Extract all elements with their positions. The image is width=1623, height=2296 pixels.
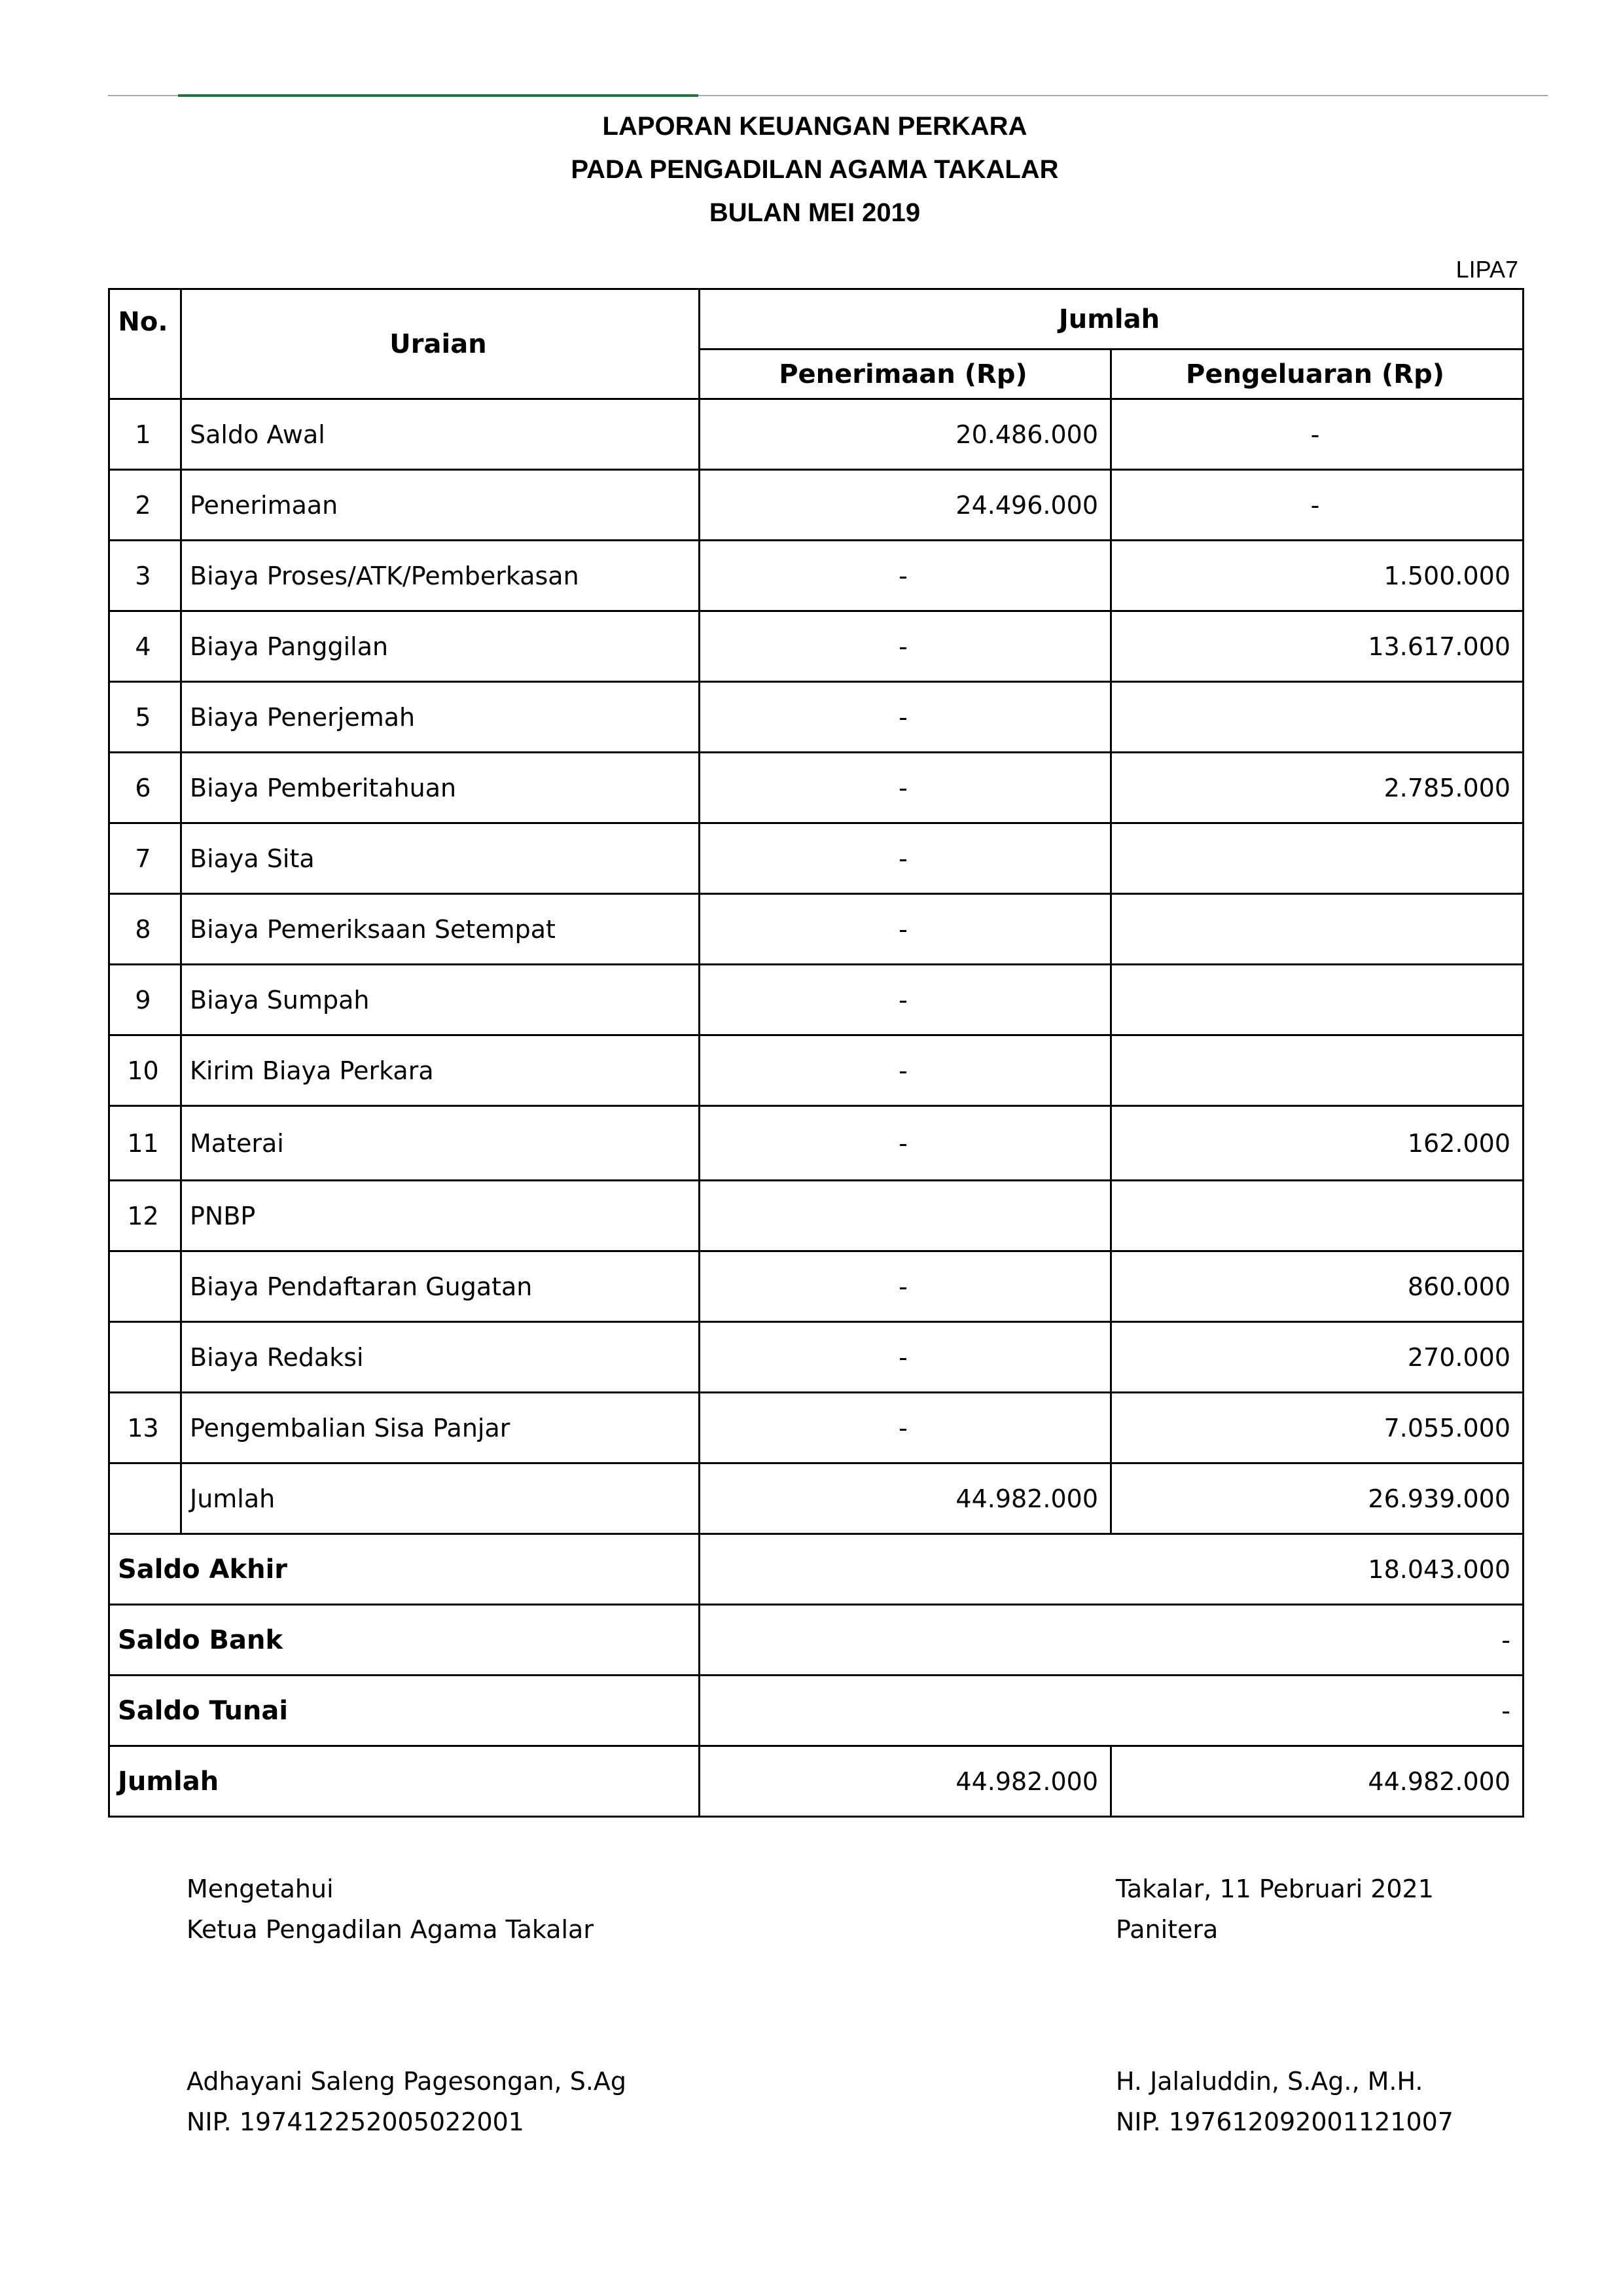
table-row [109,399,1524,470]
header-row [109,289,1524,350]
header-penerimaan: Penerimaan (Rp) [700,350,1111,399]
row-penerimaan: - [700,1251,1111,1322]
row-uraian: Biaya Pemeriksaan Setempat [181,894,700,965]
row-pengeluaran [1111,965,1524,1035]
row-pengeluaran: - [1111,470,1524,541]
financial-report-table [108,288,1524,1818]
form-code: LIPA7 [1455,256,1518,283]
signature-block-right [1116,1869,1454,2142]
header-jumlah: Jumlah [700,289,1524,350]
row-no [109,1322,181,1393]
row-uraian: Biaya Sumpah [181,965,700,1035]
grand-total-penerimaan: 44.982.000 [700,1746,1111,1817]
saldo-akhir-label: Saldo Akhir [109,1534,700,1605]
header-no: No. [109,289,181,399]
signer-title-left: Ketua Pengadilan Agama Takalar [187,1915,594,1944]
row-penerimaan: - [700,611,1111,682]
row-no: 13 [109,1393,181,1463]
table-row [109,470,1524,541]
row-no: 5 [109,682,181,753]
signature-space-left [187,1950,626,2061]
place-date: Takalar, 11 Pebruari 2021 [1116,1874,1434,1903]
signer-nip-right: NIP. 197612092001121007 [1116,2108,1454,2136]
row-no [109,1463,181,1534]
row-penerimaan: - [700,1322,1111,1393]
saldo-tunai-value: - [700,1676,1524,1746]
row-uraian: Biaya Pemberitahuan [181,753,700,823]
row-uraian: Penerimaan [181,470,700,541]
signer-name-left: Adhayani Saleng Pagesongan, S.Ag [187,2067,627,2096]
row-penerimaan: - [700,894,1111,965]
table-row [109,682,1524,753]
row-penerimaan [700,1181,1111,1251]
row-no [109,1251,181,1322]
row-no: 6 [109,753,181,823]
row-pengeluaran: 162.000 [1111,1106,1524,1181]
signer-nip-left: NIP. 197412252005022001 [187,2108,524,2136]
table-row [109,611,1524,682]
row-penerimaan: - [700,1393,1111,1463]
table-row [109,1251,1524,1322]
header-uraian: Uraian [181,289,700,399]
row-uraian: Jumlah [181,1463,700,1534]
table-row [109,1393,1524,1463]
saldo-bank-label: Saldo Bank [109,1605,700,1676]
table-row [109,823,1524,894]
saldo-akhir-value: 18.043.000 [700,1534,1524,1605]
row-no: 12 [109,1181,181,1251]
signature-block-left [187,1869,626,2142]
table-row [109,541,1524,611]
row-uraian: Biaya Penerjemah [181,682,700,753]
table-row [109,965,1524,1035]
table-row [109,1035,1524,1106]
row-penerimaan: - [700,541,1111,611]
row-pengeluaran: 270.000 [1111,1322,1524,1393]
row-pengeluaran: 860.000 [1111,1251,1524,1322]
row-no: 3 [109,541,181,611]
title-line-3: BULAN MEI 2019 [709,198,921,227]
row-uraian: Biaya Redaksi [181,1322,700,1393]
row-pengeluaran [1111,823,1524,894]
saldo-tunai-label: Saldo Tunai [109,1676,700,1746]
signer-title-right: Panitera [1116,1915,1219,1944]
row-no: 10 [109,1035,181,1106]
signature-space-right [1116,1950,1454,2061]
title-line-2: PADA PENGADILAN AGAMA TAKALAR [571,155,1059,184]
row-pengeluaran: 26.939.000 [1111,1463,1524,1534]
saldo-bank-row [109,1605,1524,1676]
row-uraian: Biaya Panggilan [181,611,700,682]
signer-name-right: H. Jalaluddin, S.Ag., M.H. [1116,2067,1423,2096]
header-pengeluaran: Pengeluaran (Rp) [1111,350,1524,399]
row-pengeluaran [1111,1181,1524,1251]
row-uraian: Pengembalian Sisa Panjar [181,1393,700,1463]
row-pengeluaran [1111,894,1524,965]
saldo-bank-value: - [700,1605,1524,1676]
row-no: 8 [109,894,181,965]
row-pengeluaran: 2.785.000 [1111,753,1524,823]
row-no: 9 [109,965,181,1035]
saldo-akhir-row [109,1534,1524,1605]
report-title [108,105,1522,234]
row-uraian: Saldo Awal [181,399,700,470]
acknowledgement-text: Mengetahui [187,1874,334,1903]
row-penerimaan: 24.496.000 [700,470,1111,541]
table-row [109,1106,1524,1181]
row-penerimaan: 44.982.000 [700,1463,1111,1534]
title-line-1: LAPORAN KEUANGAN PERKARA [602,112,1027,141]
row-pengeluaran: 1.500.000 [1111,541,1524,611]
grand-total-label: Jumlah [109,1746,700,1817]
row-no: 4 [109,611,181,682]
row-penerimaan: - [700,1106,1111,1181]
table-row [109,1181,1524,1251]
grand-total-pengeluaran: 44.982.000 [1111,1746,1524,1817]
table-row-jumlah [109,1463,1524,1534]
row-no: 11 [109,1106,181,1181]
table-row [109,1322,1524,1393]
row-no: 2 [109,470,181,541]
row-penerimaan: - [700,965,1111,1035]
row-uraian: Materai [181,1106,700,1181]
table-row [109,753,1524,823]
row-penerimaan: - [700,823,1111,894]
table-row [109,894,1524,965]
saldo-tunai-row [109,1676,1524,1746]
row-pengeluaran: - [1111,399,1524,470]
row-penerimaan: - [700,753,1111,823]
row-uraian: Kirim Biaya Perkara [181,1035,700,1106]
row-penerimaan: - [700,682,1111,753]
row-no: 1 [109,399,181,470]
row-pengeluaran [1111,682,1524,753]
row-no: 7 [109,823,181,894]
row-uraian: Biaya Pendaftaran Gugatan [181,1251,700,1322]
row-pengeluaran [1111,1035,1524,1106]
top-divider-accent [178,94,698,97]
grand-total-row [109,1746,1524,1817]
row-pengeluaran: 7.055.000 [1111,1393,1524,1463]
row-penerimaan: - [700,1035,1111,1106]
row-penerimaan: 20.486.000 [700,399,1111,470]
row-uraian: Biaya Sita [181,823,700,894]
row-uraian: PNBP [181,1181,700,1251]
row-uraian: Biaya Proses/ATK/Pemberkasan [181,541,700,611]
row-pengeluaran: 13.617.000 [1111,611,1524,682]
